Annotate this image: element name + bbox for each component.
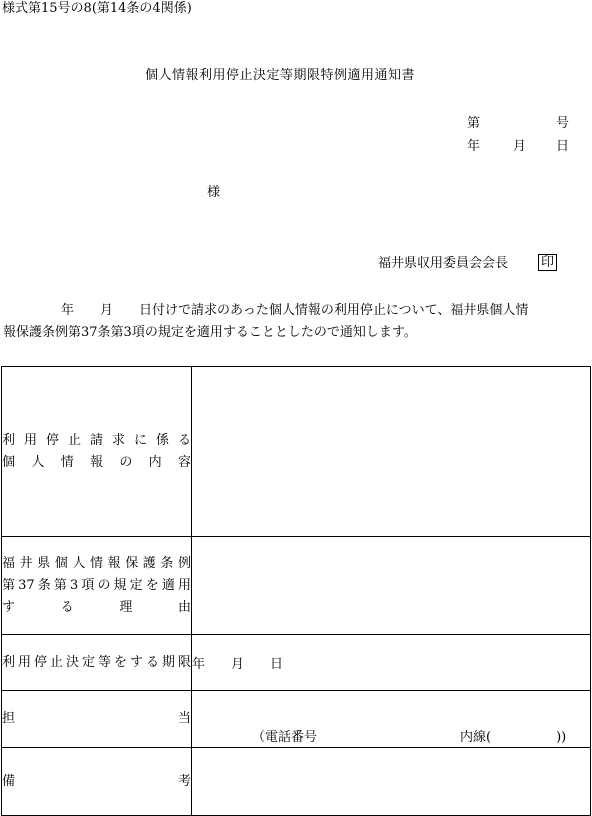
label-contact [2,691,192,748]
notice-body-line1: 年 月 日付けで請求のあった個人情報の利用停止について、福井県個人情 [61,303,529,318]
label-line: 備考 [2,773,191,789]
contact-phone [192,691,590,747]
doc-number-go: 号 [556,116,570,131]
label-line: 第37条第3項の規定を適用 [2,577,191,593]
doc-number-dai: 第 [467,116,481,131]
form-number: 様式第15号の8(第14条の4関係) [2,1,192,16]
label-deadline [2,635,192,691]
value-apply-reason [192,537,591,635]
label-line: 利用停止請求に係る [2,432,191,448]
table-row [2,367,591,537]
value-contact [192,691,591,748]
notice-body [3,300,589,344]
phone-extension-line: （電話番号 内線( )) [252,730,567,745]
label-line: 福井県個人情報保護条例 [2,555,191,571]
addressee-suffix: 様 [207,185,221,200]
notice-body-line2: 報保護条例第37条第3項の規定を適用することとしたので通知します。 [3,325,417,340]
label-line: 担当 [2,711,191,726]
table-row [2,748,591,816]
label-apply-reason [2,537,192,635]
label-line: 個人情報の内容 [2,454,191,470]
table-row [2,635,591,691]
table-row [2,537,591,635]
doc-date-month: 月 [513,139,527,154]
value-request-content [192,367,591,537]
doc-date-year: 年 [467,139,481,154]
table-row [2,691,591,748]
issuer-name: 福井県収用委員会会長 [378,256,509,271]
label-line: する理由 [2,599,191,615]
label-remarks [2,748,192,816]
value-remarks [192,748,591,816]
doc-date-day: 日 [556,139,570,154]
document-title: 個人情報利用停止決定等期限特例適用通知書 [145,68,416,83]
value-deadline: 年 月 日 [192,635,591,691]
notice-table [1,366,591,816]
seal-mark: 印 [538,254,557,271]
label-request-content [2,367,192,537]
label-line: 利用停止決定等をする期限 [2,654,191,670]
